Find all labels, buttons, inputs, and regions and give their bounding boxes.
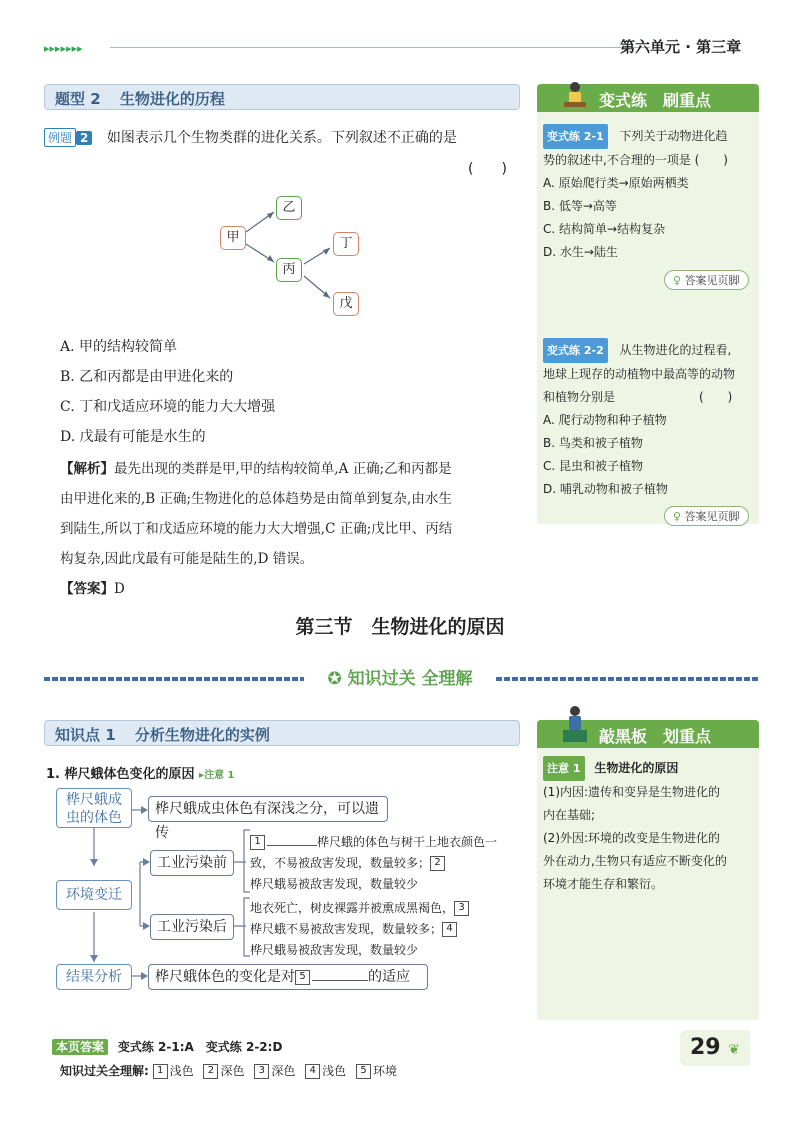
box-result-desc xyxy=(148,964,428,990)
item1-note: ▸注意 1 xyxy=(199,770,235,781)
node-wu: 戊 xyxy=(333,292,359,316)
footer-answer-2: 2 深色 xyxy=(203,1064,244,1078)
before-desc xyxy=(250,832,520,895)
after-line-1: 地衣死亡，树皮裸露并被熏成黑褐色， xyxy=(250,901,455,915)
item1-title: 1. 桦尺蛾体色变化的原因 xyxy=(46,767,195,782)
practice-q1 xyxy=(543,124,755,264)
box-moth-desc: 桦尺蛾成虫体色有深浅之分，可以遗传 xyxy=(148,796,388,822)
box-env-change: 环境变迁 xyxy=(56,880,132,910)
footer-prefix: 知识过关全理解: xyxy=(60,1064,149,1078)
chapter-title: 第六单元 · 第三章 xyxy=(620,38,742,56)
header-rule xyxy=(110,47,650,48)
q2-option-a: A. 爬行动物和种子植物 xyxy=(543,413,667,427)
example-text: 如图表示几个生物类群的进化关系。下列叙述不正确的是 xyxy=(106,130,457,146)
node-jia: 甲 xyxy=(220,226,246,250)
note-line-2: 内在基础; xyxy=(543,808,596,822)
box-moth-color-line1: 桦尺蛾成 xyxy=(66,792,122,808)
node-bing: 丙 xyxy=(276,258,302,282)
q1-answer-label: 答案见页脚 xyxy=(684,274,740,287)
result-text-a: 桦尺蛾体色的变化是对 xyxy=(155,969,295,985)
teacher-figure-icon xyxy=(560,704,590,746)
banner-rule-right xyxy=(496,677,758,681)
topic-label: 题型 2 xyxy=(55,90,101,108)
before-line-3: 桦尺蛾易被敌害发现，数量较少 xyxy=(250,877,419,891)
q2-answer-button[interactable] xyxy=(664,506,749,526)
page-number-tab xyxy=(680,1030,750,1066)
footer-answers-line2 xyxy=(60,1062,397,1079)
q2-option-c: C. 昆虫和被子植物 xyxy=(543,459,644,473)
topic-title: 生物进化的历程 xyxy=(119,90,225,108)
footer-answers-line1 xyxy=(52,1038,282,1055)
option-c: C. 丁和戊适应环境的能力大大增强 xyxy=(60,399,276,415)
hint-icon: ♀ xyxy=(673,274,682,287)
topic-bar xyxy=(44,84,520,110)
note-line-1: (1)内因:遗传和变异是生物进化的 xyxy=(543,785,721,799)
note-title: 生物进化的原因 xyxy=(594,761,679,775)
q2-line-2: 地球上现存的动植物中最高等的动物 xyxy=(543,367,736,381)
analysis-line-4: 构复杂,因此戊最有可能是陆生的,D 错误。 xyxy=(60,551,314,567)
analysis xyxy=(60,454,520,604)
answer-label: 【答案】 xyxy=(60,581,114,597)
banner xyxy=(306,664,494,689)
blank-5[interactable]: 5 xyxy=(295,970,310,985)
example-tag: 例题 xyxy=(44,128,76,147)
after-desc xyxy=(250,898,520,961)
node-ding: 丁 xyxy=(333,232,359,256)
banner-rule-left xyxy=(44,677,304,681)
option-a: A. 甲的结构较简单 xyxy=(60,339,178,355)
note-tag: 注意 1 xyxy=(543,756,585,781)
after-line-3: 桦尺蛾易被敌害发现，数量较少 xyxy=(250,943,419,957)
lightbulb-icon: ✪ xyxy=(327,669,342,689)
analysis-line-3: 到陆生,所以丁和戊适应环境的能力大大增强,C 正确;戊比甲、丙结 xyxy=(60,521,453,537)
box-moth-color xyxy=(56,788,132,828)
blank-1[interactable]: 1 xyxy=(250,835,265,850)
footer-answer-3: 3 深色 xyxy=(254,1064,295,1078)
q2-line-3: 和植物分别是 ( ) xyxy=(543,390,733,404)
analysis-label: 【解析】 xyxy=(60,461,114,477)
q1-option-a: A. 原始爬行类→原始两栖类 xyxy=(543,176,689,190)
footer-variant-answers: 变式练 2-1:A 变式练 2-2:D xyxy=(117,1040,283,1054)
q2-line-1: 从生物进化的过程看, xyxy=(619,343,732,357)
q2-tag: 变式练 2-2 xyxy=(543,338,608,363)
banner-text: 知识过关 全理解 xyxy=(347,669,473,689)
box-moth-color-line2: 虫的体色 xyxy=(66,810,122,826)
q1-line-2: 势的叙述中,不合理的一项是 ( ) xyxy=(543,153,728,167)
example-question xyxy=(44,127,457,147)
footer-answer-1: 1 浅色 xyxy=(153,1064,194,1078)
kp-title: 分析生物进化的实例 xyxy=(134,726,270,744)
notes-content xyxy=(543,756,755,896)
footer-label: 本页答案 xyxy=(52,1039,108,1055)
page-number: 29 xyxy=(690,1035,721,1060)
footer-answer-5: 5 环境 xyxy=(356,1064,397,1078)
analysis-line-1: 最先出现的类群是甲,甲的结构较简单,A 正确;乙和丙都是 xyxy=(114,461,452,477)
note-line-4: 外在动力,生物只有适应不断变化的 xyxy=(543,854,727,868)
q1-line-1: 下列关于动物进化趋 xyxy=(619,129,728,143)
example-number: 2 xyxy=(76,131,92,145)
arrowhead-d xyxy=(323,248,330,255)
box-before-pollution: 工业污染前 xyxy=(150,850,234,876)
section-title: 第三节 生物进化的原因 xyxy=(295,616,505,638)
q1-option-b: B. 低等→高等 xyxy=(543,199,617,213)
after-line-2: 桦尺蛾不易被敌害发现，数量较多； xyxy=(250,922,443,936)
q1-option-c: C. 结构简单→结构复杂 xyxy=(543,222,666,236)
result-text-b: 的适应 xyxy=(368,969,410,985)
q2-option-d: D. 哺乳动物和被子植物 xyxy=(543,482,668,496)
sprout-icon: ❦ xyxy=(728,1042,741,1058)
answer-value: D xyxy=(114,581,125,597)
student-figure-icon xyxy=(560,80,590,108)
kp-bar xyxy=(44,720,520,746)
blank-4[interactable]: 4 xyxy=(442,922,457,937)
box-after-pollution: 工业污染后 xyxy=(150,914,234,940)
q1-answer-button[interactable] xyxy=(664,270,749,290)
footer-answer-4: 4 浅色 xyxy=(305,1064,346,1078)
kp-label: 知识点 1 xyxy=(55,726,116,744)
example-options xyxy=(60,332,275,452)
arrowhead-c xyxy=(267,255,274,262)
note-line-3: (2)外因:环境的改变是生物进化的 xyxy=(543,831,721,845)
q1-option-d: D. 水生→陆生 xyxy=(543,245,618,259)
before-line-1: 桦尺蛾的体色与树干上地衣颜色一 xyxy=(317,835,498,849)
arrowhead-e xyxy=(323,291,330,298)
q2-option-b: B. 鸟类和被子植物 xyxy=(543,436,643,450)
blank-2[interactable]: 2 xyxy=(430,856,445,871)
header-decoration: ▸▸▸▸▸▸▸ xyxy=(44,42,83,55)
before-line-2: 致，不易被敌害发现，数量较多； xyxy=(250,856,431,870)
note-line-5: 环境才能生存和繁衍。 xyxy=(543,877,664,891)
analysis-line-2: 由甲进化来的,B 正确;生物进化的总体趋势是由简单到复杂,由水生 xyxy=(60,491,452,507)
box-result: 结果分析 xyxy=(56,964,132,990)
option-b: B. 乙和丙都是由甲进化来的 xyxy=(60,369,234,385)
practice-q2 xyxy=(543,338,755,501)
q2-answer-label: 答案见页脚 xyxy=(684,510,740,523)
hint-icon: ♀ xyxy=(673,510,682,523)
example-paren: ( ) xyxy=(468,161,507,177)
blank-3[interactable]: 3 xyxy=(454,901,469,916)
practice-title: 变式练 刷重点 xyxy=(599,91,712,110)
notes-title: 敲黑板 划重点 xyxy=(599,727,712,746)
option-d: D. 戊最有可能是水生的 xyxy=(60,429,206,445)
arrowhead-b xyxy=(267,212,274,219)
node-yi: 乙 xyxy=(276,196,302,220)
q1-tag: 变式练 2-1 xyxy=(543,124,608,149)
